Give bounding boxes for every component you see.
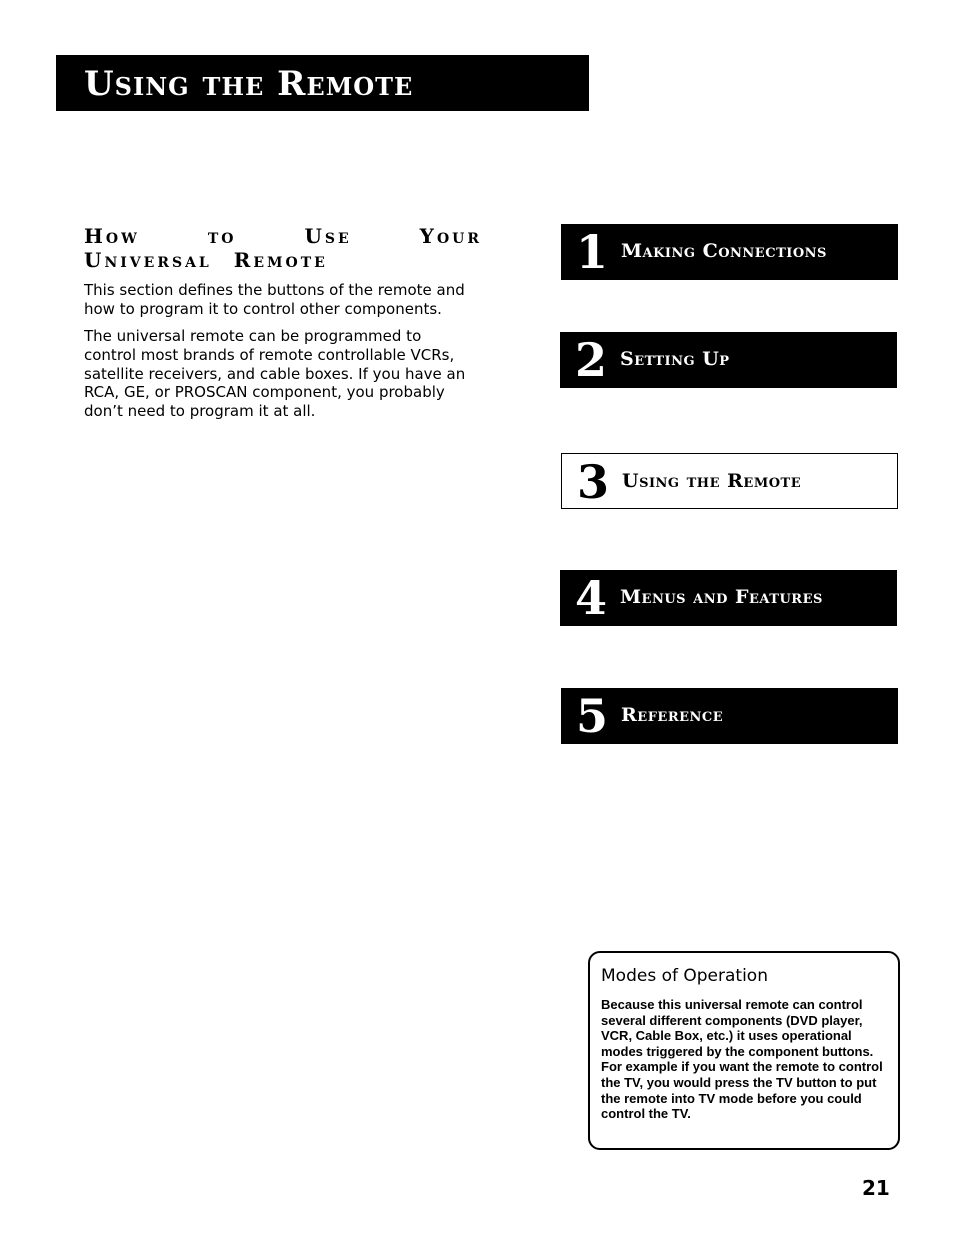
- modes-box-title: Modes of Operation: [601, 966, 768, 986]
- section-heading: How to Use Your Universal Remote: [84, 224, 482, 272]
- chapter-number: 5: [576, 689, 609, 743]
- modes-of-operation-box: [588, 951, 900, 1150]
- chapter-tab-reference[interactable]: [561, 688, 898, 744]
- chapter-label: Reference: [621, 704, 724, 726]
- intro-paragraph: This section defines the buttons of the remote and how to program it to control other components.: [84, 281, 465, 318]
- page-title: Using the Remote: [84, 64, 414, 104]
- chapter-tab-menus-and-features[interactable]: [560, 570, 897, 626]
- chapter-number: 1: [576, 225, 609, 279]
- programming-paragraph: The universal remote can be programmed to control most brands of remote controllable VCRs, satellite receivers, and cable boxes. If you have an RCA, GE, or PROSCAN component, you probably don’t need to program it at all.: [84, 327, 466, 421]
- chapter-number: 4: [575, 571, 608, 625]
- page-header-bar: [56, 55, 589, 111]
- chapter-number: 3: [577, 455, 610, 509]
- chapter-tab-making-connections[interactable]: [561, 224, 898, 280]
- chapter-label: Making Connections: [621, 240, 827, 262]
- chapter-label: Using the Remote: [622, 470, 802, 492]
- chapter-tab-setting-up[interactable]: [560, 332, 897, 388]
- chapter-label: Setting Up: [620, 348, 730, 370]
- modes-box-text: Because this universal remote can control several different components (DVD player, VCR, Cable Box, etc.) it uses operational modes triggered by the component buttons. For example if you want the remote to control the TV, you would press the TV button to put the remote into TV mode before you could control the TV.: [601, 997, 883, 1122]
- page-number: 21: [862, 1176, 890, 1200]
- chapter-number: 2: [575, 333, 608, 387]
- chapter-label: Menus and Features: [620, 586, 823, 608]
- chapter-tab-using-the-remote[interactable]: [561, 453, 898, 509]
